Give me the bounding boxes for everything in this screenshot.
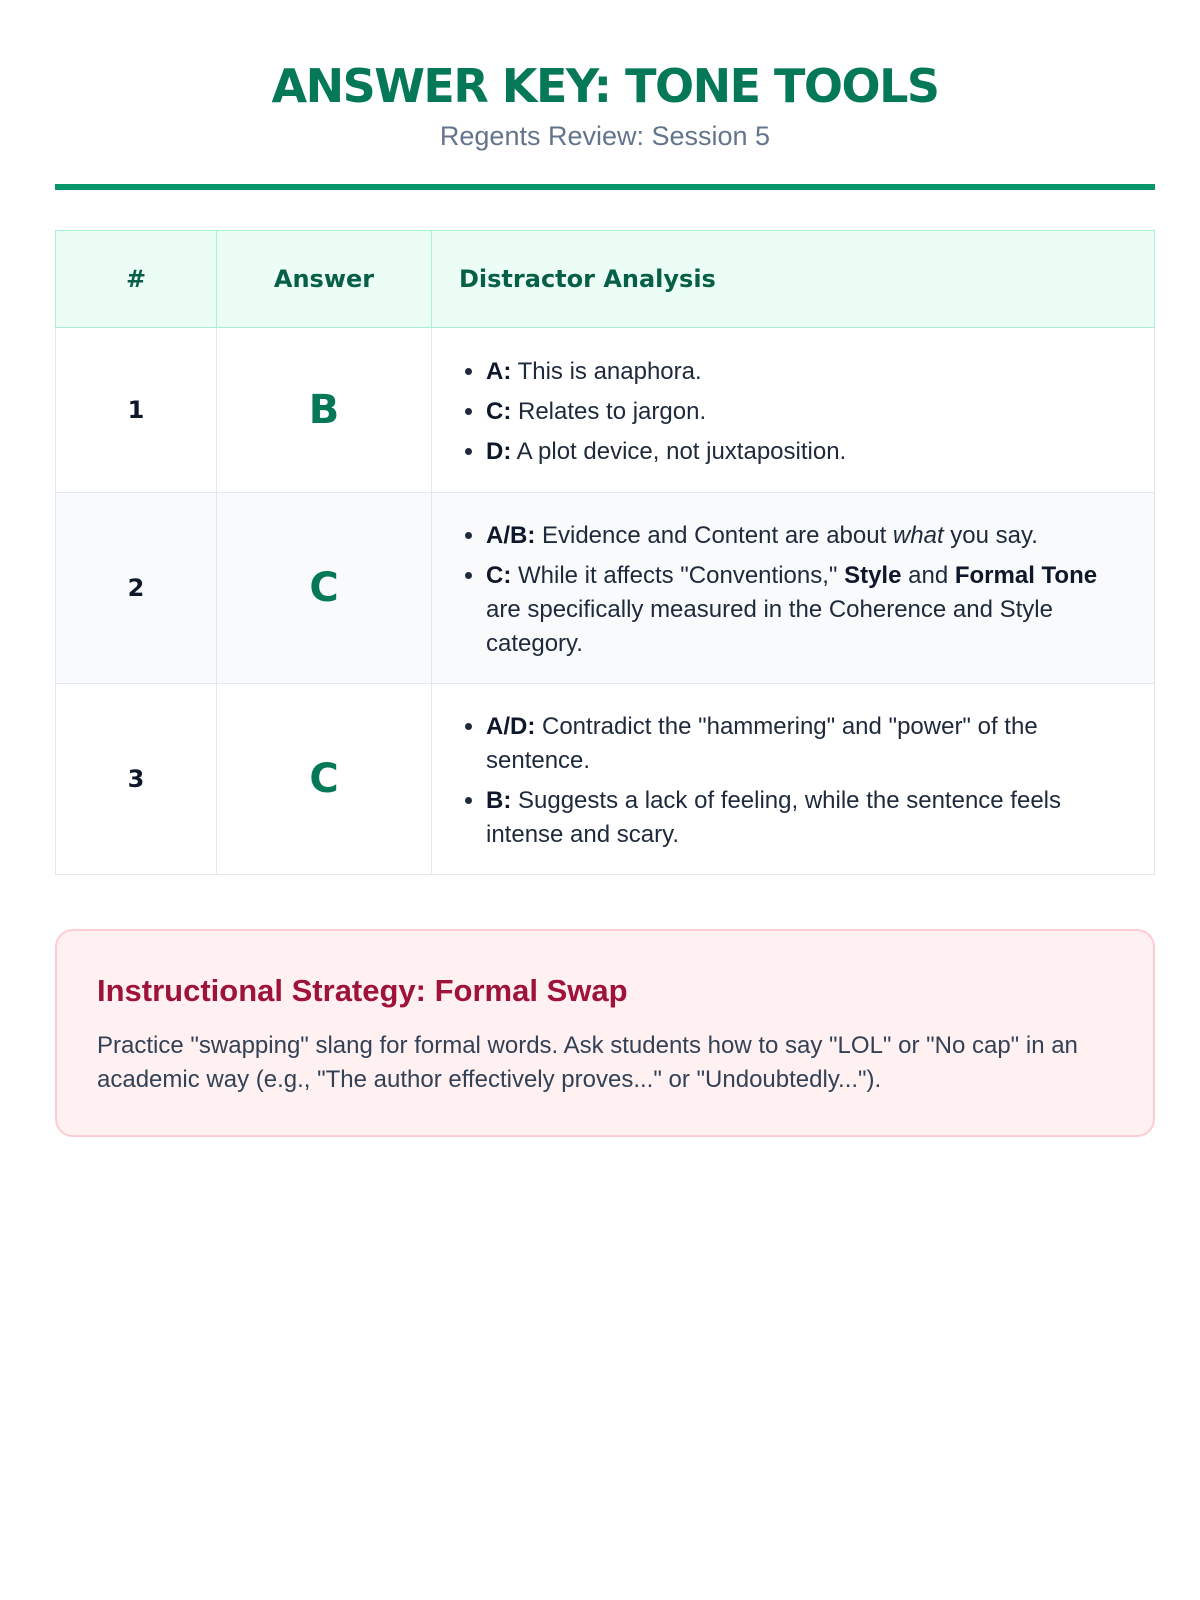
question-number: 3 xyxy=(56,684,217,875)
table-header-row xyxy=(56,231,1155,328)
strategy-body: Practice "swapping" slang for formal words. Ask students how to say "LOL" or "No cap" in an academic way (e.g., "The author effectively proves..." or "Undoubtedly..."). xyxy=(97,1032,1078,1093)
distractor-explanation: and xyxy=(901,562,955,589)
page-title: ANSWER KEY: TONE TOOLS xyxy=(271,59,939,113)
correct-answer: B xyxy=(217,328,432,493)
distractor-option: A/D: xyxy=(486,713,536,740)
column-header-number: # xyxy=(56,231,217,328)
distractor-explanation: you say. xyxy=(943,522,1038,549)
distractor-explanation: Suggests a lack of feeling, while the sentence feels intense and scary. xyxy=(486,787,1061,848)
distractor-option: A: xyxy=(486,358,512,385)
distractor-explanation: While it affects "Conventions," xyxy=(511,562,845,589)
bold-term: Style xyxy=(844,562,902,589)
distractor-option: C: xyxy=(486,562,512,589)
emphasis-text: what xyxy=(892,522,944,549)
distractor-item xyxy=(486,710,1124,778)
table-row xyxy=(56,328,1155,493)
distractor-option: C: xyxy=(486,398,512,425)
table-row xyxy=(56,684,1155,875)
correct-answer: C xyxy=(217,684,432,875)
distractor-list xyxy=(459,355,1124,469)
question-number: 1 xyxy=(56,328,217,493)
distractor-list xyxy=(459,710,1124,852)
distractor-explanation: are specifically measured in the Coherence and Style category. xyxy=(486,596,1053,657)
distractor-explanation: Evidence and Content are about xyxy=(535,522,893,549)
distractor-list xyxy=(459,519,1124,661)
column-header-distractor-analysis: Distractor Analysis xyxy=(432,231,1155,328)
distractor-option: B: xyxy=(486,787,512,814)
answer-key-page xyxy=(55,0,1155,1137)
distractor-analysis xyxy=(432,328,1155,493)
bold-term: Formal Tone xyxy=(954,562,1098,589)
distractor-option: D: xyxy=(486,438,512,465)
distractor-item xyxy=(486,519,1124,553)
answer-key-table xyxy=(55,230,1155,875)
distractor-item xyxy=(486,395,1124,429)
distractor-explanation: Contradict the "hammering" and "power" of the sentence. xyxy=(486,713,1038,774)
column-header-answer: Answer xyxy=(217,231,432,328)
distractor-item xyxy=(486,355,1124,389)
instructional-strategy-callout xyxy=(55,929,1155,1137)
strategy-title: Instructional Strategy: Formal Swap xyxy=(97,973,628,1008)
table-row xyxy=(56,493,1155,684)
distractor-explanation: A plot device, not juxtaposition. xyxy=(511,438,847,465)
correct-answer: C xyxy=(217,493,432,684)
distractor-analysis xyxy=(432,684,1155,875)
distractor-item xyxy=(486,559,1124,661)
distractor-item xyxy=(486,784,1124,852)
header-divider xyxy=(55,184,1155,190)
distractor-option: A/B: xyxy=(486,522,536,549)
question-number: 2 xyxy=(56,493,217,684)
distractor-explanation: This is anaphora. xyxy=(511,358,702,385)
distractor-analysis xyxy=(432,493,1155,684)
distractor-item xyxy=(486,435,1124,469)
page-subtitle: Regents Review: Session 5 xyxy=(439,121,771,151)
distractor-explanation: Relates to jargon. xyxy=(511,398,707,425)
